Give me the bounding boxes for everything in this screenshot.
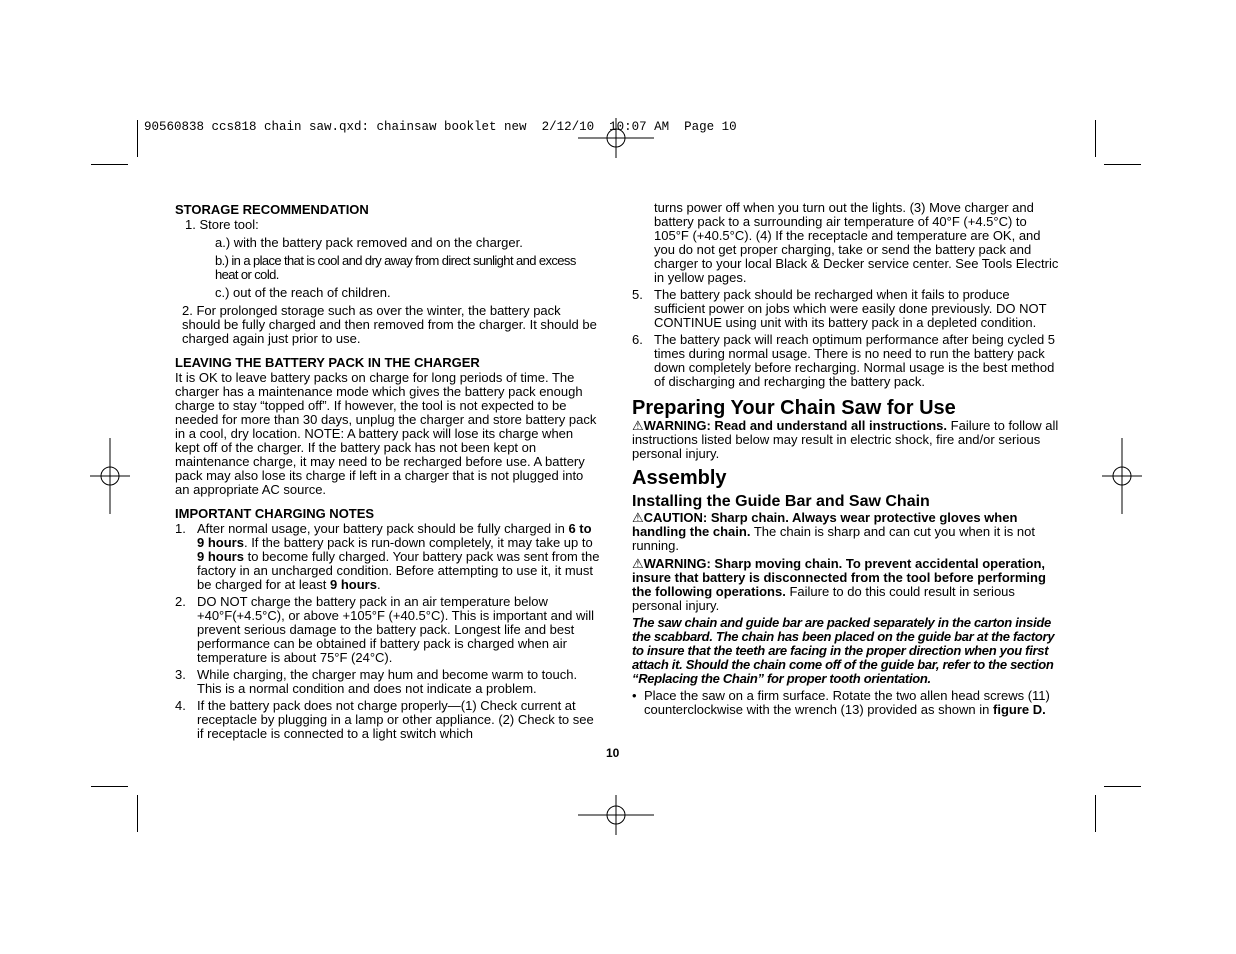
list-text: After normal usage, your battery pack should be fully charged in 6 to 9 hours. If the battery pack is run-down completely, it may take up to 9 hours to become fully charged. Your battery pack was sent from the factory in an uncharged condition. Before attempting to use it, it must be charged for at least 9 hours. (197, 521, 600, 592)
list-text: The battery pack should be recharged when it fails to produce sufficient power on jobs which were easily done previously. DO NOT CONTINUE using unit with its battery pack in a depleted condition. (654, 287, 1047, 330)
list-item (632, 333, 1062, 389)
section-heading: Preparing Your Chain Saw for Use (632, 397, 956, 419)
leaving-paragraph: It is OK to leave battery packs on charge for long periods of time. The charger has a maintenance mode which gives the battery pack enough charge to stay “topped off”. If however, the tool is not expected to be needed for more than 30 days, unplug the charger and store battery pack in a cool, dry location. NOTE: A battery pack will lose its charge when kept off of the charger. If the battery pack has not been kept on maintenance charge, it may need to be recharged before use. A battery pack may also lose its charge if left in a charger that is not plugged into an appropriate AC source. (175, 370, 597, 497)
assembly-heading: Assembly (632, 467, 727, 489)
italic-note: The saw chain and guide bar are packed separately in the carton inside the scabbard. The chain has been placed on the guide bar at the factory to insure that the teeth are facing in the proper direction when you first attach it. Should the chain come off of the guide bar, refer to the section “Replacing the Chain” for proper tooth orientation. (632, 615, 1055, 686)
storage-item-c: c.) out of the reach of children. (215, 285, 391, 300)
warning-triangle-icon: ⚠ (632, 556, 644, 571)
list-number: 4. (175, 698, 186, 713)
list-item (175, 699, 600, 741)
bullet-mark: • (632, 688, 637, 703)
crosshair-icon (1102, 438, 1142, 514)
list-item (175, 522, 600, 592)
right-column (632, 201, 1062, 717)
list-number: 2. (175, 594, 186, 609)
list-number: 1. (175, 521, 186, 536)
list-item (175, 668, 600, 696)
list-text: DO NOT charge the battery pack in an air temperature below +40°F(+4.5°C), or above +105°F (+40.5°C). This is important and will prevent serious damage to the battery pack. Longest life and best performance can be obtained if battery pack is charged when air temperature is about 75°F (24°C). (197, 594, 595, 665)
crop-mark (1104, 164, 1141, 165)
crosshair-icon (90, 438, 130, 514)
crosshair-icon (578, 795, 654, 835)
crop-mark (1104, 786, 1141, 787)
list-number: 6. (632, 332, 643, 347)
warning-triangle-icon: ⚠ (632, 418, 644, 433)
caution-paragraph: ⚠CAUTION: Sharp chain. Always wear protective gloves when handling the chain. The chain is sharp and can cut you when it is not running. (632, 510, 1035, 553)
storage-heading: STORAGE RECOMMENDATION (175, 202, 369, 217)
left-column (175, 201, 600, 741)
slug-line: 90560838 ccs818 chain saw.qxd: chainsaw booklet new 2/12/10 10:07 AM Page 10 (144, 120, 737, 134)
crop-mark (1095, 795, 1096, 832)
crop-mark (137, 795, 138, 832)
list-item (632, 288, 1062, 330)
crop-mark (91, 786, 128, 787)
crop-mark (137, 120, 138, 157)
list-number: 3. (175, 667, 186, 682)
crop-mark (1095, 120, 1096, 157)
storage-item-1: 1. Store tool: (185, 217, 259, 232)
warning-triangle-icon: ⚠ (632, 510, 644, 525)
list-text: Place the saw on a firm surface. Rotate the two allen head screws (11) counterclockwise with the wrench (13) provided as shown in figure D. (644, 688, 1050, 717)
page-number: 10 (606, 746, 620, 760)
warning-paragraph: ⚠WARNING: Sharp moving chain. To prevent accidental operation, insure that battery is disconnected from the tool before performing the following operations. Failure to do this could result in serious personal injury. (632, 556, 1046, 613)
leaving-heading: LEAVING THE BATTERY PACK IN THE CHARGER (175, 355, 480, 370)
list-text: While charging, the charger may hum and become warm to touch. This is a normal condition and does not indicate a problem. (197, 667, 578, 696)
storage-item-2: 2. For prolonged storage such as over the winter, the battery pack should be fully charged and then removed from the charger. It should be charged again just prior to use. (182, 303, 597, 346)
crop-mark (91, 164, 128, 165)
warning-paragraph: ⚠WARNING: Read and understand all instructions. Failure to follow all instructions listed below may result in electric shock, fire and/or serious personal injury. (632, 418, 1059, 461)
crosshair-icon (578, 118, 654, 158)
list-text: The battery pack will reach optimum performance after being cycled 5 times during normal usage. There is no need to run the battery pack down completely before recharging. Normal usage is the best method of discharging and recharging the battery pack. (654, 332, 1056, 389)
subsection-heading: Installing the Guide Bar and Saw Chain (632, 493, 930, 510)
charging-notes-heading: IMPORTANT CHARGING NOTES (175, 506, 375, 521)
list-item (175, 595, 600, 665)
storage-item-a: a.) with the battery pack removed and on the charger. (215, 235, 523, 250)
storage-item-b: b.) in a place that is cool and dry away from direct sunlight and excess heat or cold. (215, 253, 576, 282)
list-text: If the battery pack does not charge properly—(1) Check current at receptacle by plugging in a lamp or other appliance. (2) Check to see if receptacle is connected to a light switch which (197, 698, 594, 741)
list-number: 5. (632, 287, 643, 302)
list-text-continued: turns power off when you turn out the lights. (3) Move charger and battery pack to a surrounding air temperature of 40°F (+4.5°C) to 105°F (+40.5°C). (4) If the receptacle and temperature are OK, and you do not get proper charging, take or send the battery pack and charger to your local Black & Decker service center. See Tools Electric in yellow pages. (654, 200, 1059, 285)
list-item (632, 689, 1062, 717)
